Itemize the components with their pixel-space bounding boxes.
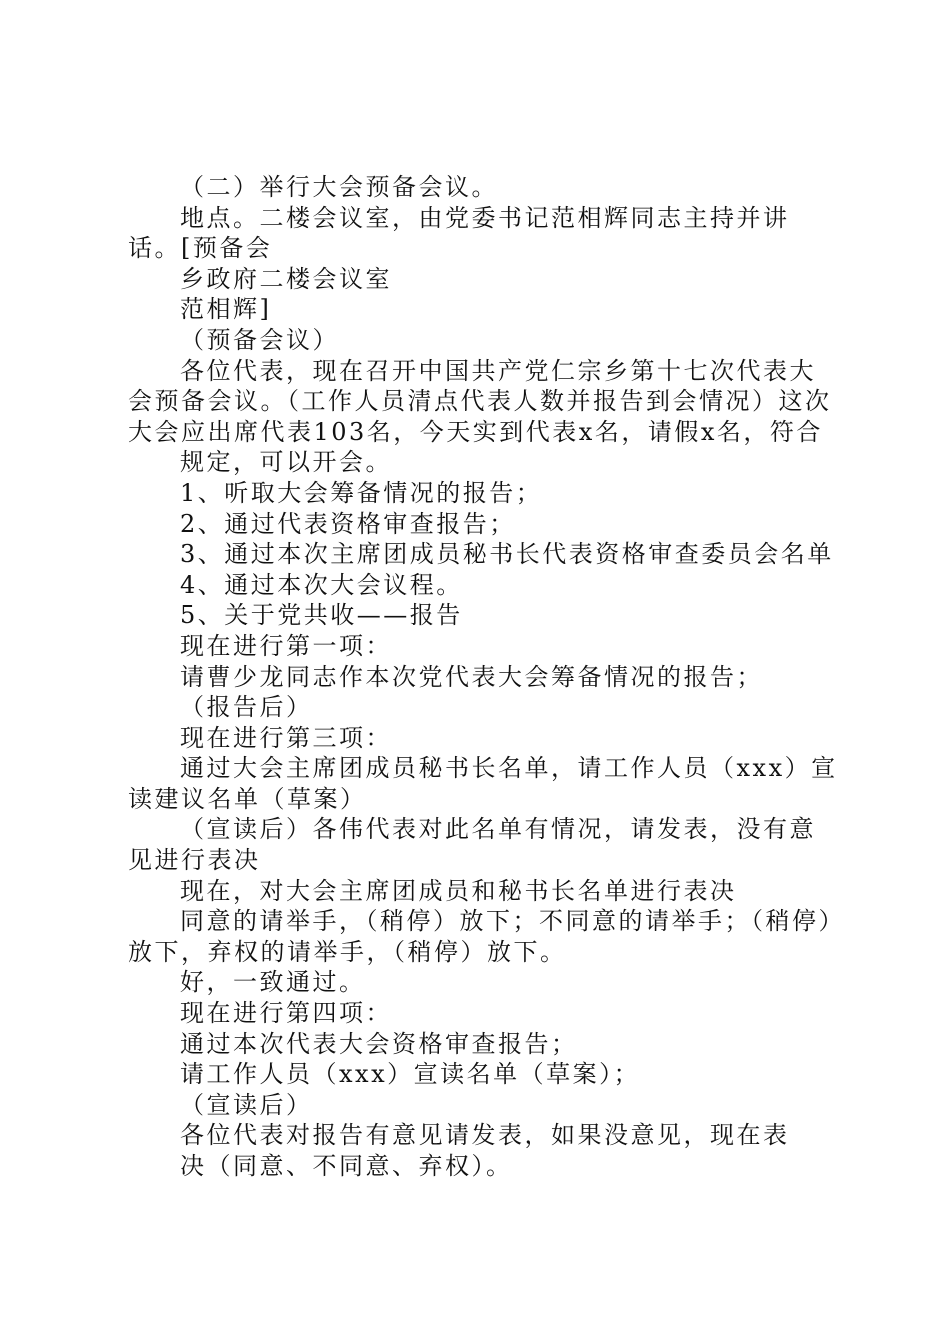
paragraph: （报告后） [180, 693, 313, 722]
paragraph: 乡政府二楼会议室 [180, 264, 392, 293]
paragraph: 现在进行第三项： [180, 723, 392, 752]
list-item: 5、关于党共收——报告 [180, 601, 463, 630]
paragraph: 现在，对大会主席团成员和秘书长名单进行表决 [180, 876, 737, 905]
paragraph: （宣读后）各伟代表对此名单有情况，请发表，没有意见进行表决 [128, 815, 816, 875]
paragraph: 决（同意、不同意、弃权）。 [180, 1152, 513, 1180]
paragraph: 现在进行第四项： [180, 999, 392, 1028]
paragraph: （二）举行大会预备会议。 [180, 173, 498, 201]
paragraph: 通过大会主席团成员秘书长名单，请工作人员（xxx）宣读建议名单（草案） [128, 754, 838, 813]
paragraph: 请曹少龙同志作本次党代表大会筹备情况的报告； [180, 662, 763, 691]
paragraph: 规定，可以开会。 [180, 448, 392, 477]
paragraph: （宣读后） [180, 1090, 313, 1119]
paragraph: 范相辉] [180, 295, 272, 324]
list-item: 3、通过本次主席团成员秘书长代表资格审查委员会名单 [180, 540, 834, 569]
paragraph: （预备会议） [180, 325, 339, 354]
paragraph: 好，一致通过。 [180, 968, 366, 997]
paragraph: 请工作人员（xxx）宣读名单（草案）； [180, 1060, 641, 1089]
paragraph: 同意的请举手，（稍停）放下；不同意的请举手；（稍停）放下，弃权的请举手，（稍停）放下。 [128, 907, 833, 966]
list-item: 4、通过本次大会议程。 [180, 570, 463, 599]
paragraph: 各位代表，现在召开中国共产党仁宗乡第十七次代表大会预备会议。（工作人员清点代表人数并报告到会情况）这次大会应出席代表103名，今天实到代表x名，请假x名，符合 [128, 356, 832, 446]
paragraph: 各位代表对报告有意见请发表，如果没意见，现在表 [180, 1121, 790, 1150]
paragraph: 通过本次代表大会资格审查报告； [180, 1029, 578, 1058]
list-item: 2、通过代表资格审查报告； [180, 509, 516, 538]
document-body [128, 172, 838, 1182]
paragraph: 现在进行第一项： [180, 631, 392, 660]
paragraph: 地点。二楼会议室，由党委书记范相辉同志主持并讲话。[预备会 [128, 203, 790, 263]
list-item: 1、听取大会筹备情况的报告； [180, 478, 543, 507]
